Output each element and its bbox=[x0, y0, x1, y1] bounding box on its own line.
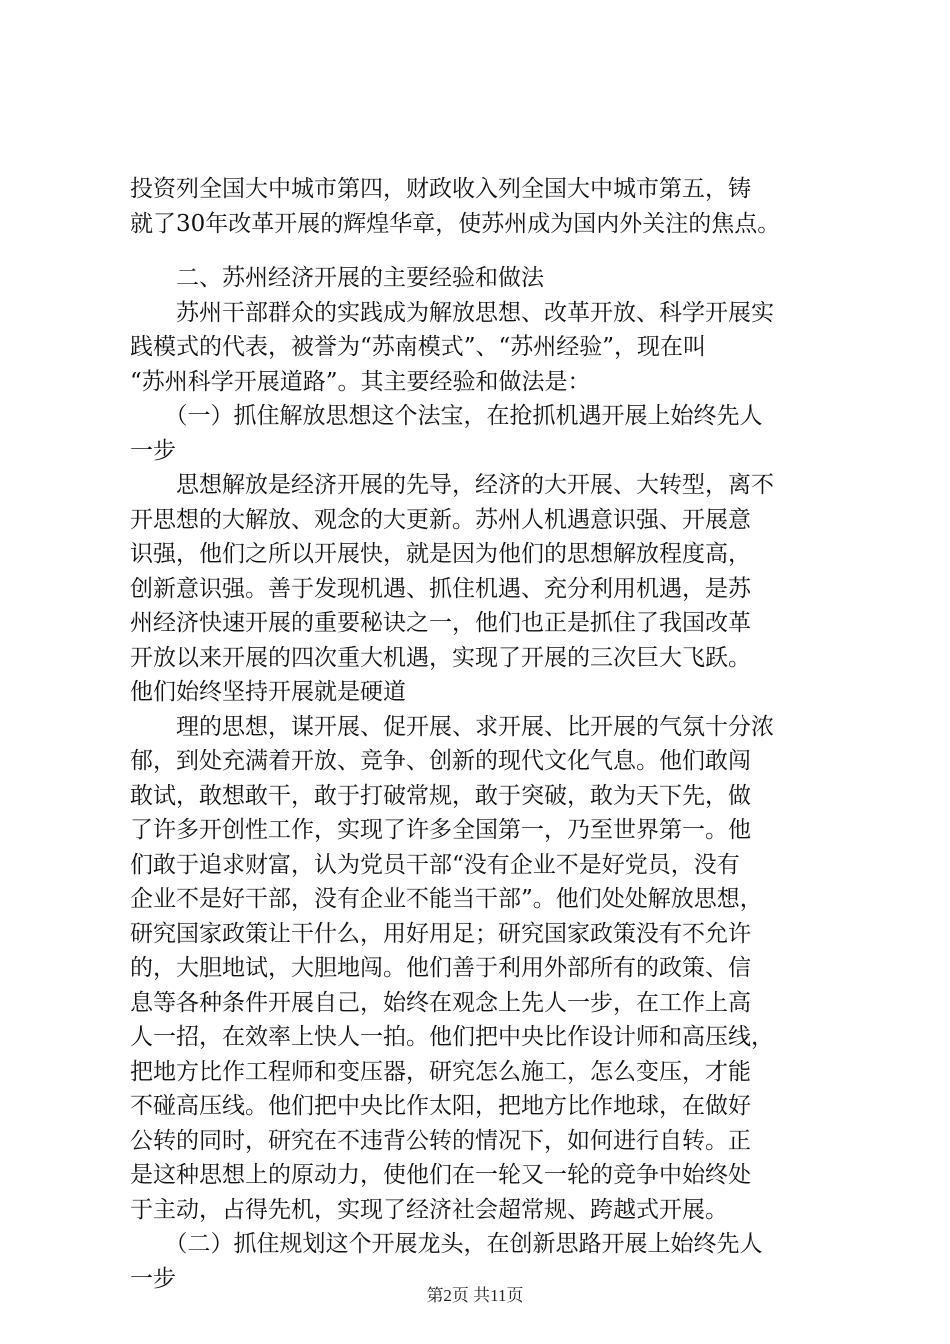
text-line: 创新意识强。善于发现机遇、抓住机遇、充分利用机遇，是苏 bbox=[130, 575, 751, 602]
text-line: 们敢于追求财富，认为党员干部“没有企业不是好党员，没有 bbox=[130, 851, 740, 878]
paragraph-gap bbox=[130, 241, 830, 261]
text-line: 公转的同时，研究在不违背公转的情况下，如何进行自转。正 bbox=[130, 1127, 751, 1154]
document-body bbox=[130, 172, 830, 1296]
text-line: 他们始终坚持开展就是硬道 bbox=[130, 679, 406, 705]
text-line: 苏州干部群众的实践成为解放思想、改革开放、科学开展实 bbox=[130, 299, 774, 326]
text-line: 的，大胆地试，大胆地闯。他们善于利用外部所有的政策、信 bbox=[130, 955, 751, 981]
text-line: 投资列全国大中城市第四，财政收入列全国大中城市第五，铸 bbox=[130, 176, 751, 202]
text-line: 一步 bbox=[130, 437, 176, 464]
text-line: 践模式的代表，被誉为“苏南模式”、“苏州经验”，现在叫 bbox=[130, 334, 707, 360]
text-line: 息等各种条件开展自己，始终在观念上先人一步，在工作上高 bbox=[130, 989, 751, 1016]
text-line: 了许多开创性工作，实现了许多全国第一，乃至世界第一。他 bbox=[130, 817, 751, 843]
text-line: 州经济快速开展的重要秘诀之一，他们也正是抓住了我国改革 bbox=[130, 610, 751, 636]
text-line: 是这种思想上的原动力，使他们在一轮又一轮的竞争中始终处 bbox=[130, 1162, 751, 1188]
page-footer: 第2页 共11页 bbox=[426, 1286, 524, 1305]
text-line: 识强，他们之所以开展快，就是因为他们的思想解放程度高， bbox=[130, 541, 751, 567]
text-line: （二）抓住规划这个开展龙头，在创新思路开展上始终先人 bbox=[130, 1231, 763, 1257]
text-line: 开思想的大解放、观念的大更新。苏州人机遇意识强、开展意 bbox=[130, 506, 751, 533]
text-line: 人一招，在效率上快人一拍。他们把中央比作设计师和高压线， bbox=[130, 1024, 774, 1050]
text-line: 企业不是好干部，没有企业不能当干部”。他们处处解放思想， bbox=[130, 886, 763, 912]
text-line: 不碰高压线。他们把中央比作太阳，把地方比作地球，在做好 bbox=[130, 1093, 751, 1119]
text-line: 郁，到处充满着开放、竞争、创新的现代文化气息。他们敢闯 bbox=[130, 748, 751, 774]
text-line: （一）抓住解放思想这个法宝，在抢抓机遇开展上始终先人 bbox=[130, 403, 763, 429]
text-line: 一步 bbox=[130, 1265, 176, 1292]
text-line: 就了30年改革开展的辉煌华章，使苏州成为国内外关注的焦点。 bbox=[130, 210, 781, 237]
text-line: 思想解放是经济开展的先导，经济的大开展、大转型，离不 bbox=[130, 472, 774, 498]
text-line: 二、苏州经济开展的主要经验和做法 bbox=[130, 265, 544, 291]
text-line: 把地方比作工程师和变压器，研究怎么施工，怎么变压，才能 bbox=[130, 1058, 751, 1085]
text-line: 研究国家政策让干什么，用好用足；研究国家政策没有不允许 bbox=[130, 920, 751, 947]
text-line: 理的思想，谋开展、促开展、求开展、比开展的气氛十分浓 bbox=[130, 713, 774, 740]
text-line: “苏州科学开展道路”。其主要经验和做法是： bbox=[130, 368, 591, 395]
text-line: 敢试，敢想敢干，敢于打破常规，敢于突破，敢为天下先，做 bbox=[130, 782, 751, 809]
text-line: 开放以来开展的四次重大机遇，实现了开展的三次巨大飞跃。 bbox=[130, 644, 751, 671]
text-line: 于主动，占得先机，实现了经济社会超常规、跨越式开展。 bbox=[130, 1196, 728, 1223]
